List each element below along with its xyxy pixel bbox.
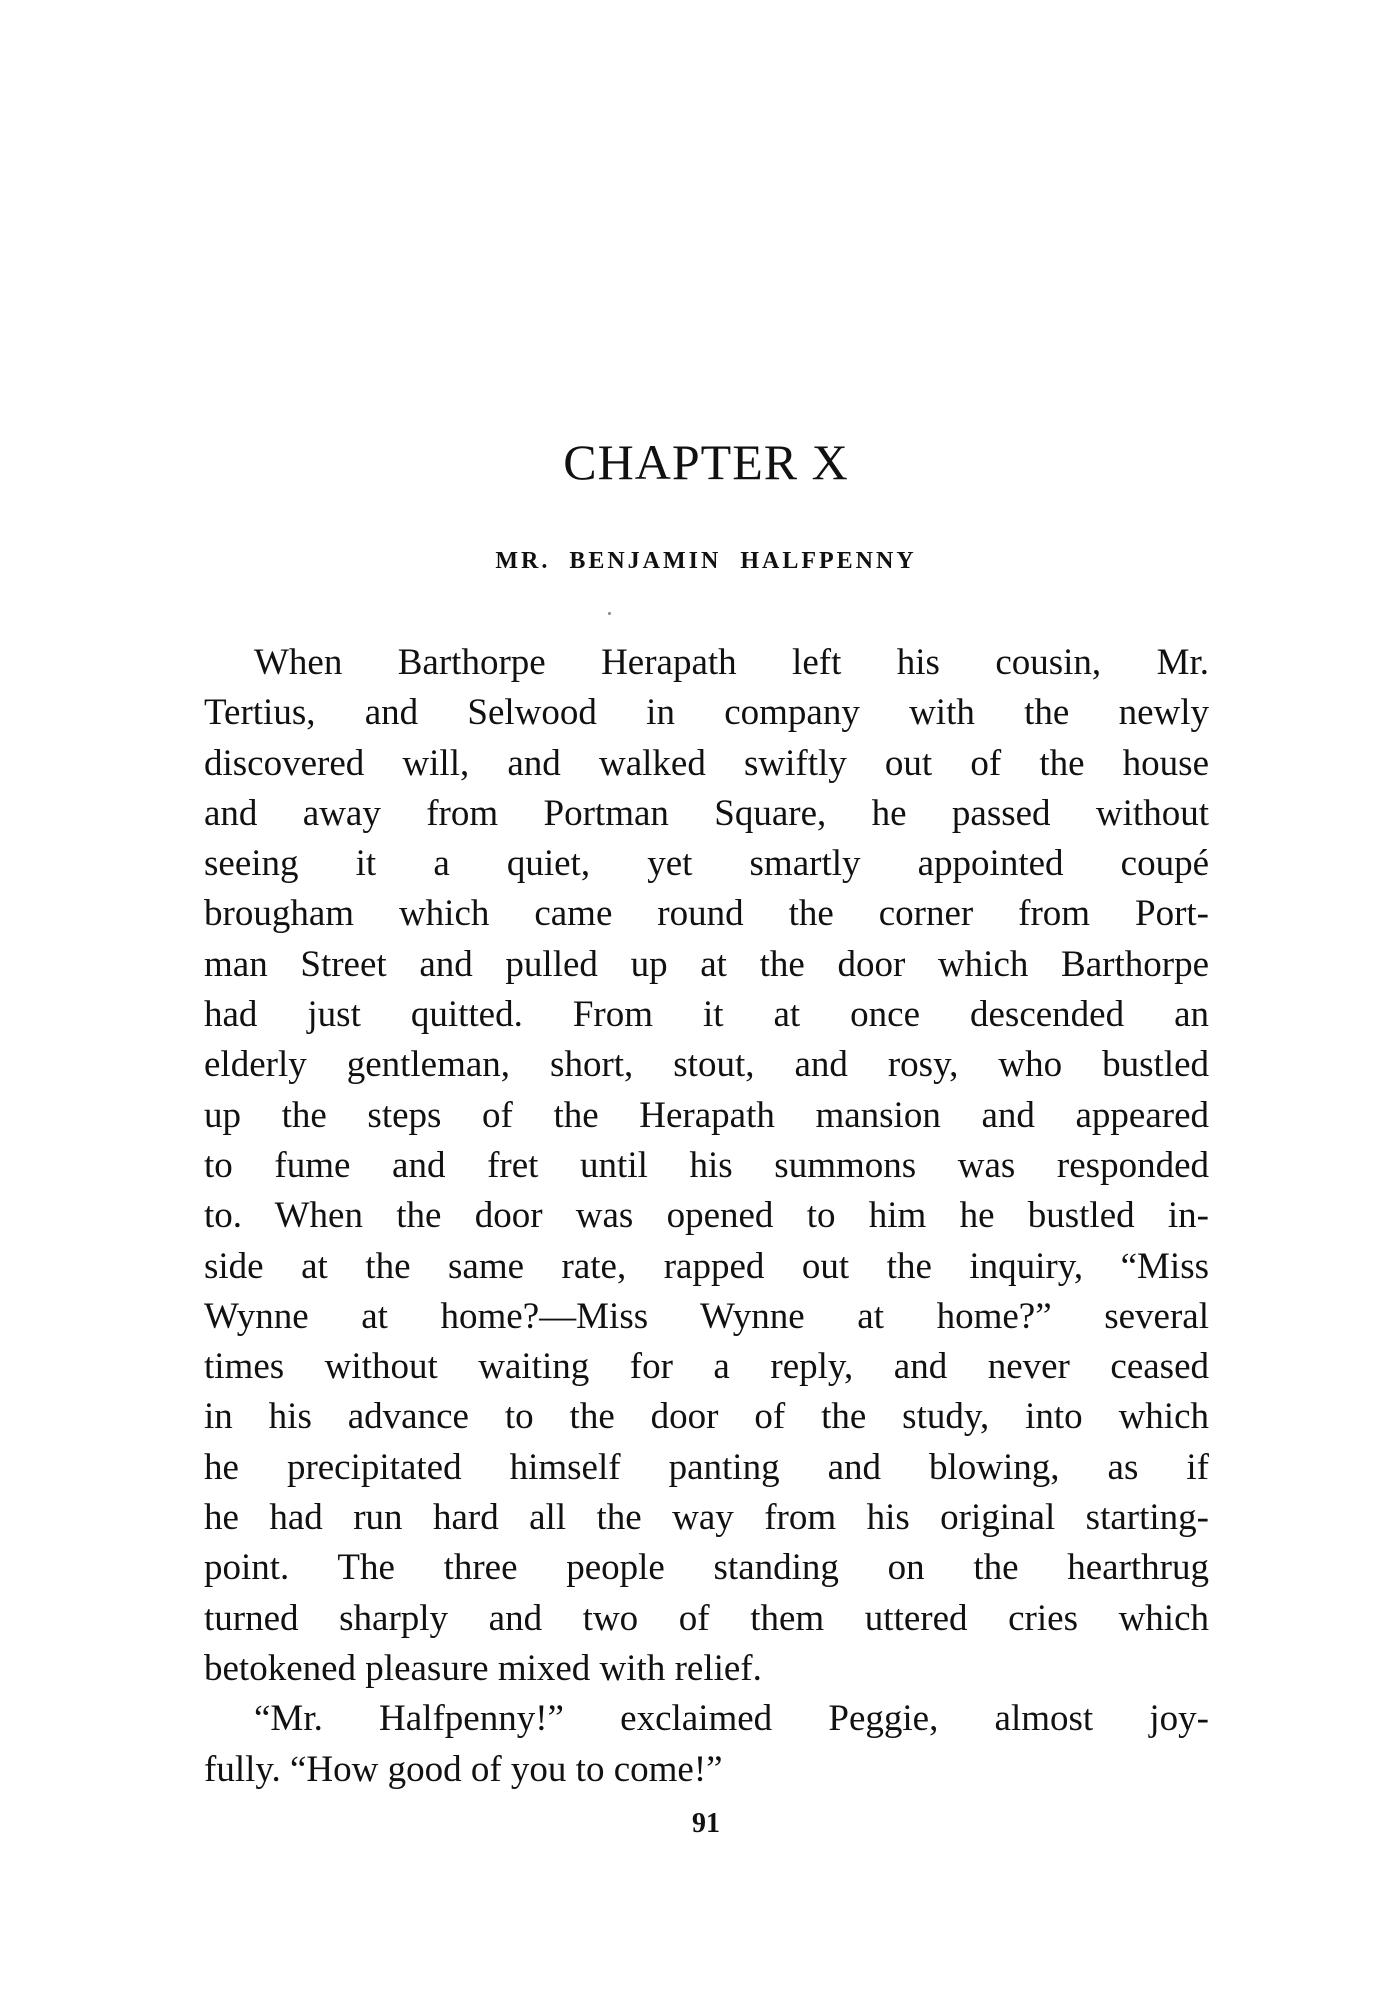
text-line: to fume and fret until his summons was responded [204, 1144, 1209, 1186]
text-line: he precipitated himself panting and blowing, as if [204, 1446, 1209, 1488]
text-line: and away from Portman Square, he passed without [204, 792, 1209, 834]
text-line: Tertius, and Selwood in company with the newly [204, 692, 1209, 734]
text-line: up the steps of the Herapath mansion and appeared [204, 1094, 1209, 1136]
chapter-subtitle: MR. BENJAMIN HALFPENNY [495, 548, 917, 574]
text-line: When Barthorpe Herapath left his cousin, Mr. [254, 642, 1209, 683]
text-line: betokened pleasure mixed with relief. [204, 1647, 762, 1689]
text-line: discovered will, and walked swiftly out of the house [204, 742, 1209, 784]
print-speck [608, 612, 611, 615]
text-line: man Street and pulled up at the door which Barthorpe [204, 943, 1209, 985]
text-line: to. When the door was opened to him he bustled in- [204, 1195, 1209, 1237]
text-line: turned sharply and two of them uttered cries which [204, 1597, 1209, 1639]
text-line: brougham which came round the corner from Port- [204, 893, 1209, 935]
text-line: times without waiting for a reply, and never ceased [204, 1346, 1209, 1388]
text-line: point. The three people standing on the hearthrug [204, 1547, 1209, 1589]
text-line: Wynne at home?—Miss Wynne at home?” several [204, 1295, 1209, 1337]
text-line: fully. “How good of you to come!” [204, 1748, 723, 1790]
page-number: 91 [692, 1808, 720, 1839]
text-line: seeing it a quiet, yet smartly appointed coupé [204, 843, 1209, 885]
body-text [204, 638, 1209, 1795]
text-line: “Mr. Halfpenny!” exclaimed Peggie, almost joy- [254, 1698, 1209, 1740]
text-line: in his advance to the door of the study, into which [204, 1396, 1209, 1438]
text-line: side at the same rate, rapped out the inquiry, “Miss [204, 1245, 1209, 1287]
text-line: he had run hard all the way from his original starting- [204, 1497, 1209, 1539]
text-line: had just quitted. From it at once descended an [204, 994, 1209, 1036]
text-line: elderly gentleman, short, stout, and rosy, who bustled [204, 1044, 1209, 1086]
chapter-title: CHAPTER X [563, 434, 849, 490]
